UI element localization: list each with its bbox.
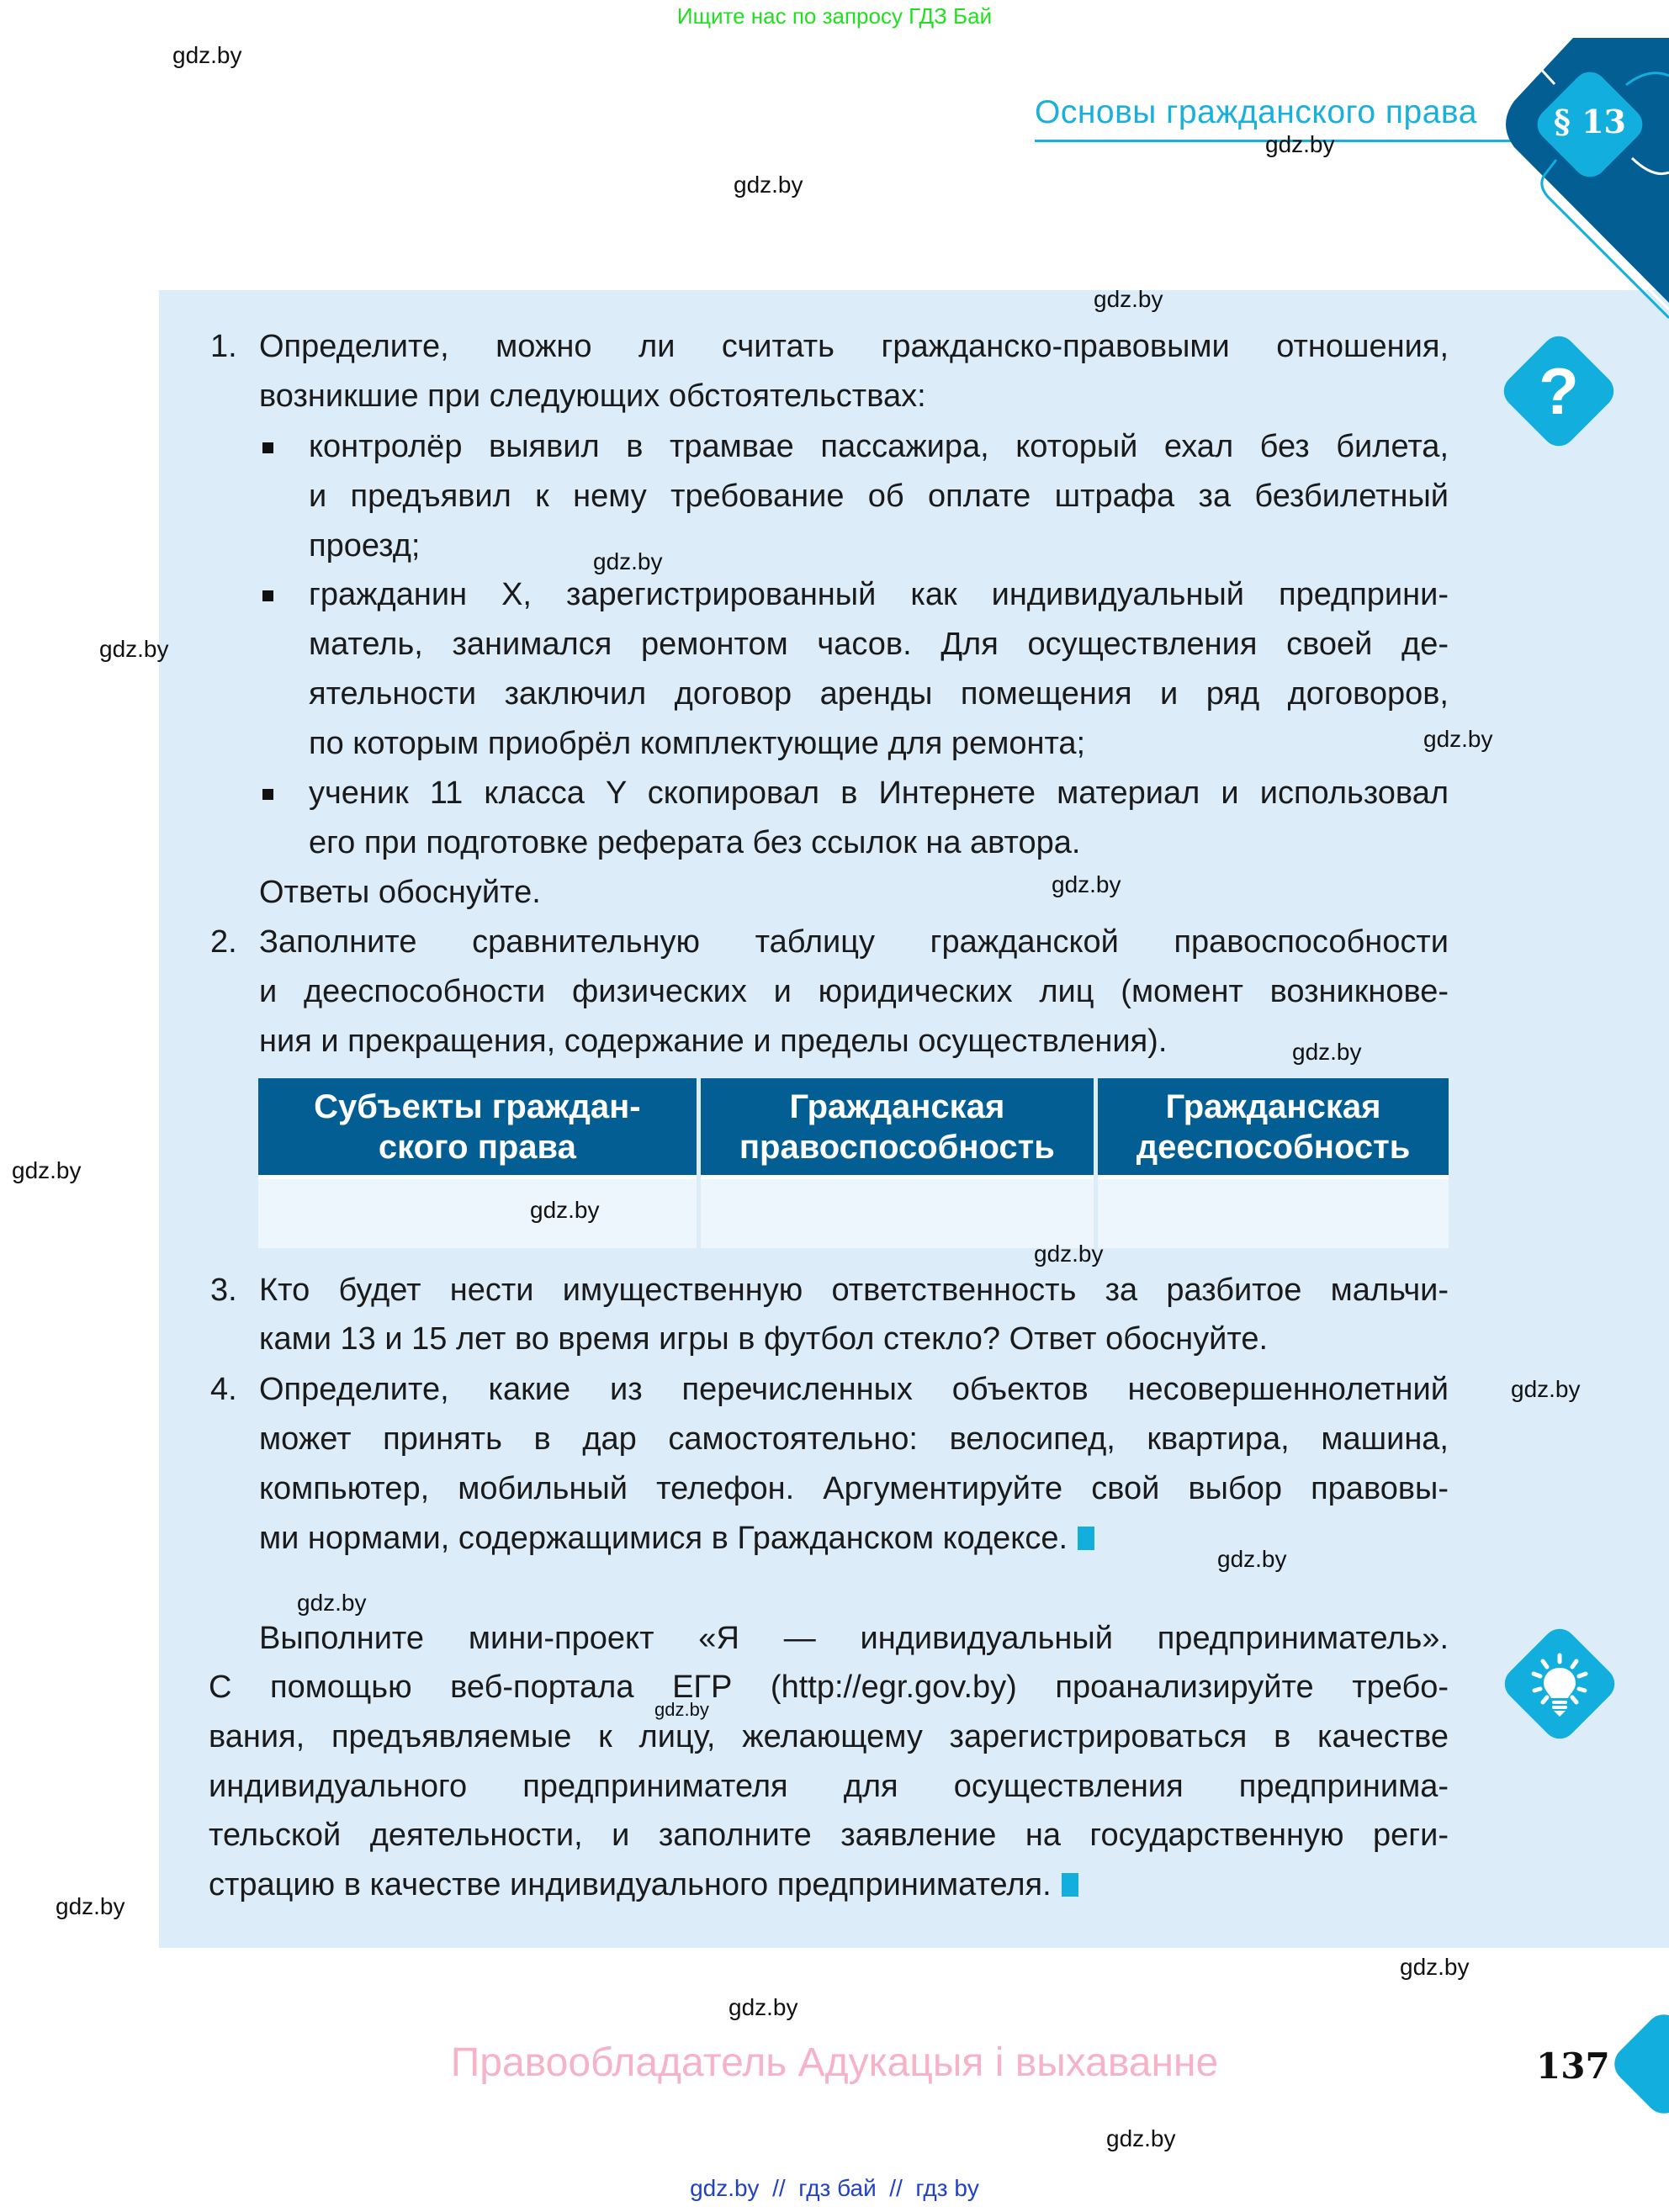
table-header-legal-capacity: Гражданская правоспособность: [701, 1078, 1094, 1175]
table-header-subjects: Субъекты граждан- ского права: [258, 1078, 697, 1175]
lightbulb-glyph-icon: [1526, 1650, 1593, 1717]
project-text-line: индивидуального предпринимателя для осуществления предпринима-: [209, 1769, 1449, 1804]
question-text-line: ния и прекращения, содержание и пределы осуществления).: [259, 1024, 1168, 1059]
watermark: gdz.by: [1265, 131, 1335, 157]
bullet-square-icon: [262, 442, 273, 453]
watermark: gdz.by: [99, 636, 169, 662]
question-text-line: может принять в дар самостоятельно: велосипед, квартира, машина,: [259, 1421, 1449, 1457]
bullet-text-line: его при подготовке реферата без ссылок на автора.: [309, 825, 1081, 860]
watermark: gdz.by: [1292, 1039, 1362, 1065]
table-header-row: [258, 1078, 1449, 1175]
table-row: [258, 1175, 1449, 1248]
footer-watermark: gdz.by // гдз бай // гдз by: [690, 2175, 979, 2201]
watermark: gdz.by: [530, 1197, 600, 1223]
watermark: gdz.by: [654, 1699, 709, 1720]
section-title: Основы гражданского права: [1035, 94, 1477, 130]
end-square-icon: [1078, 1527, 1094, 1550]
project-text-line: Выполните мини-проект «Я — индивидуальный предприниматель».: [259, 1621, 1449, 1656]
question-number: 1.: [210, 329, 237, 364]
bullet-text-line: матель, занимался ремонтом часов. Для осуществления своей де-: [309, 627, 1449, 662]
question-text-line: и дееспособности физических и юридических лиц (момент возникнове-: [259, 974, 1449, 1009]
top-banner-watermark: Ищите нас по запросу ГДЗ Бай: [676, 3, 993, 29]
question-number: 4.: [210, 1372, 237, 1407]
lightbulb-icon: [1497, 1621, 1623, 1747]
watermark: gdz.by: [172, 42, 242, 68]
page-number: 137: [1536, 2045, 1610, 2087]
question-text-line: Кто будет нести имущественную ответственность за разбитое мальчи-: [259, 1273, 1449, 1308]
watermark: gdz.by: [1094, 286, 1163, 312]
watermark: gdz.by: [1034, 1241, 1104, 1267]
bullet-text-line: ятельности заключил договор аренды помещения и ряд договоров,: [309, 676, 1449, 712]
question-text-line: Заполните сравнительную таблицу гражданской правоспособности: [259, 924, 1449, 960]
table-cell[interactable]: [1098, 1175, 1449, 1248]
table-header-active-capacity: Гражданская дееспособность: [1098, 1078, 1449, 1175]
question-text-line: ками 13 и 15 лет во время игры в футбол стекло? Ответ обоснуйте.: [259, 1321, 1269, 1357]
project-text-line: С помощью веб-портала ЕГР (http://egr.gov.by) проанализируйте требо-: [209, 1670, 1449, 1705]
bullet-text-line: по которым приобрёл комплектующие для ремонта;: [309, 726, 1086, 761]
watermark: gdz.by: [12, 1157, 82, 1183]
question-number: 2.: [210, 924, 237, 960]
bullet-text-line: ученик 11 класса Y скопировал в Интернете материал и использовал: [309, 775, 1449, 811]
question-text-line: Определите, можно ли считать гражданско-правовыми отношения,: [259, 329, 1449, 364]
bullet-text-line: контролёр выявил в трамвае пассажира, который ехал без билета,: [309, 429, 1449, 464]
watermark: gdz.by: [297, 1590, 367, 1616]
watermark: gdz.by: [56, 1893, 125, 1919]
question-mark-glyph: ?: [1539, 353, 1579, 428]
question-text-line-last: ми нормами, содержащимися в Гражданском кодексе.: [259, 1514, 1094, 1564]
bullet-square-icon: [262, 590, 273, 601]
question-text-line: возникшие при следующих обстоятельствах:: [259, 378, 926, 414]
comparison-table: [254, 1078, 1453, 1248]
table-cell[interactable]: [701, 1175, 1094, 1248]
project-text-line: вания, предъявляемые к лицу, желающему зарегистрироваться в качестве: [209, 1719, 1449, 1754]
question-closing: Ответы обоснуйте.: [259, 875, 541, 910]
question-icon: [1496, 328, 1622, 454]
bullet-square-icon: [262, 789, 273, 800]
bullet-text-line: гражданин X, зарегистрированный как индивидуальный предприни-: [309, 577, 1449, 612]
watermark: gdz.by: [1400, 1954, 1470, 1980]
project-text-line: тельской деятельности, и заполните заявление на государственную реги-: [209, 1818, 1449, 1853]
watermark: gdz.by: [1511, 1376, 1581, 1402]
watermark: gdz.by: [1217, 1546, 1287, 1572]
paragraph-badge: § 13: [1554, 103, 1626, 140]
bullet-text-line: проезд;: [309, 528, 421, 564]
watermark: gdz.by: [593, 548, 663, 574]
table-cell[interactable]: [258, 1175, 697, 1248]
copyright-watermark: Правообладатель Адукацыя і выхаванне: [450, 2040, 1219, 2085]
watermark: gdz.by: [734, 172, 803, 198]
question-number: 3.: [210, 1273, 237, 1308]
project-text-line-last: страцию в качестве индивидуального предпринимателя.: [209, 1860, 1078, 1910]
watermark: gdz.by: [729, 1994, 798, 2020]
watermark: gdz.by: [1106, 2125, 1176, 2151]
question-text-line: компьютер, мобильный телефон. Аргументируйте свой выбор правовы-: [259, 1471, 1449, 1506]
watermark: gdz.by: [1052, 871, 1121, 897]
watermark: gdz.by: [1423, 726, 1493, 752]
question-text-line: Определите, какие из перечисленных объектов несовершеннолетний: [259, 1372, 1449, 1407]
end-square-icon: [1062, 1873, 1078, 1897]
bullet-text-line: и предъявил к нему требование об оплате штрафа за безбилетный: [309, 479, 1449, 514]
